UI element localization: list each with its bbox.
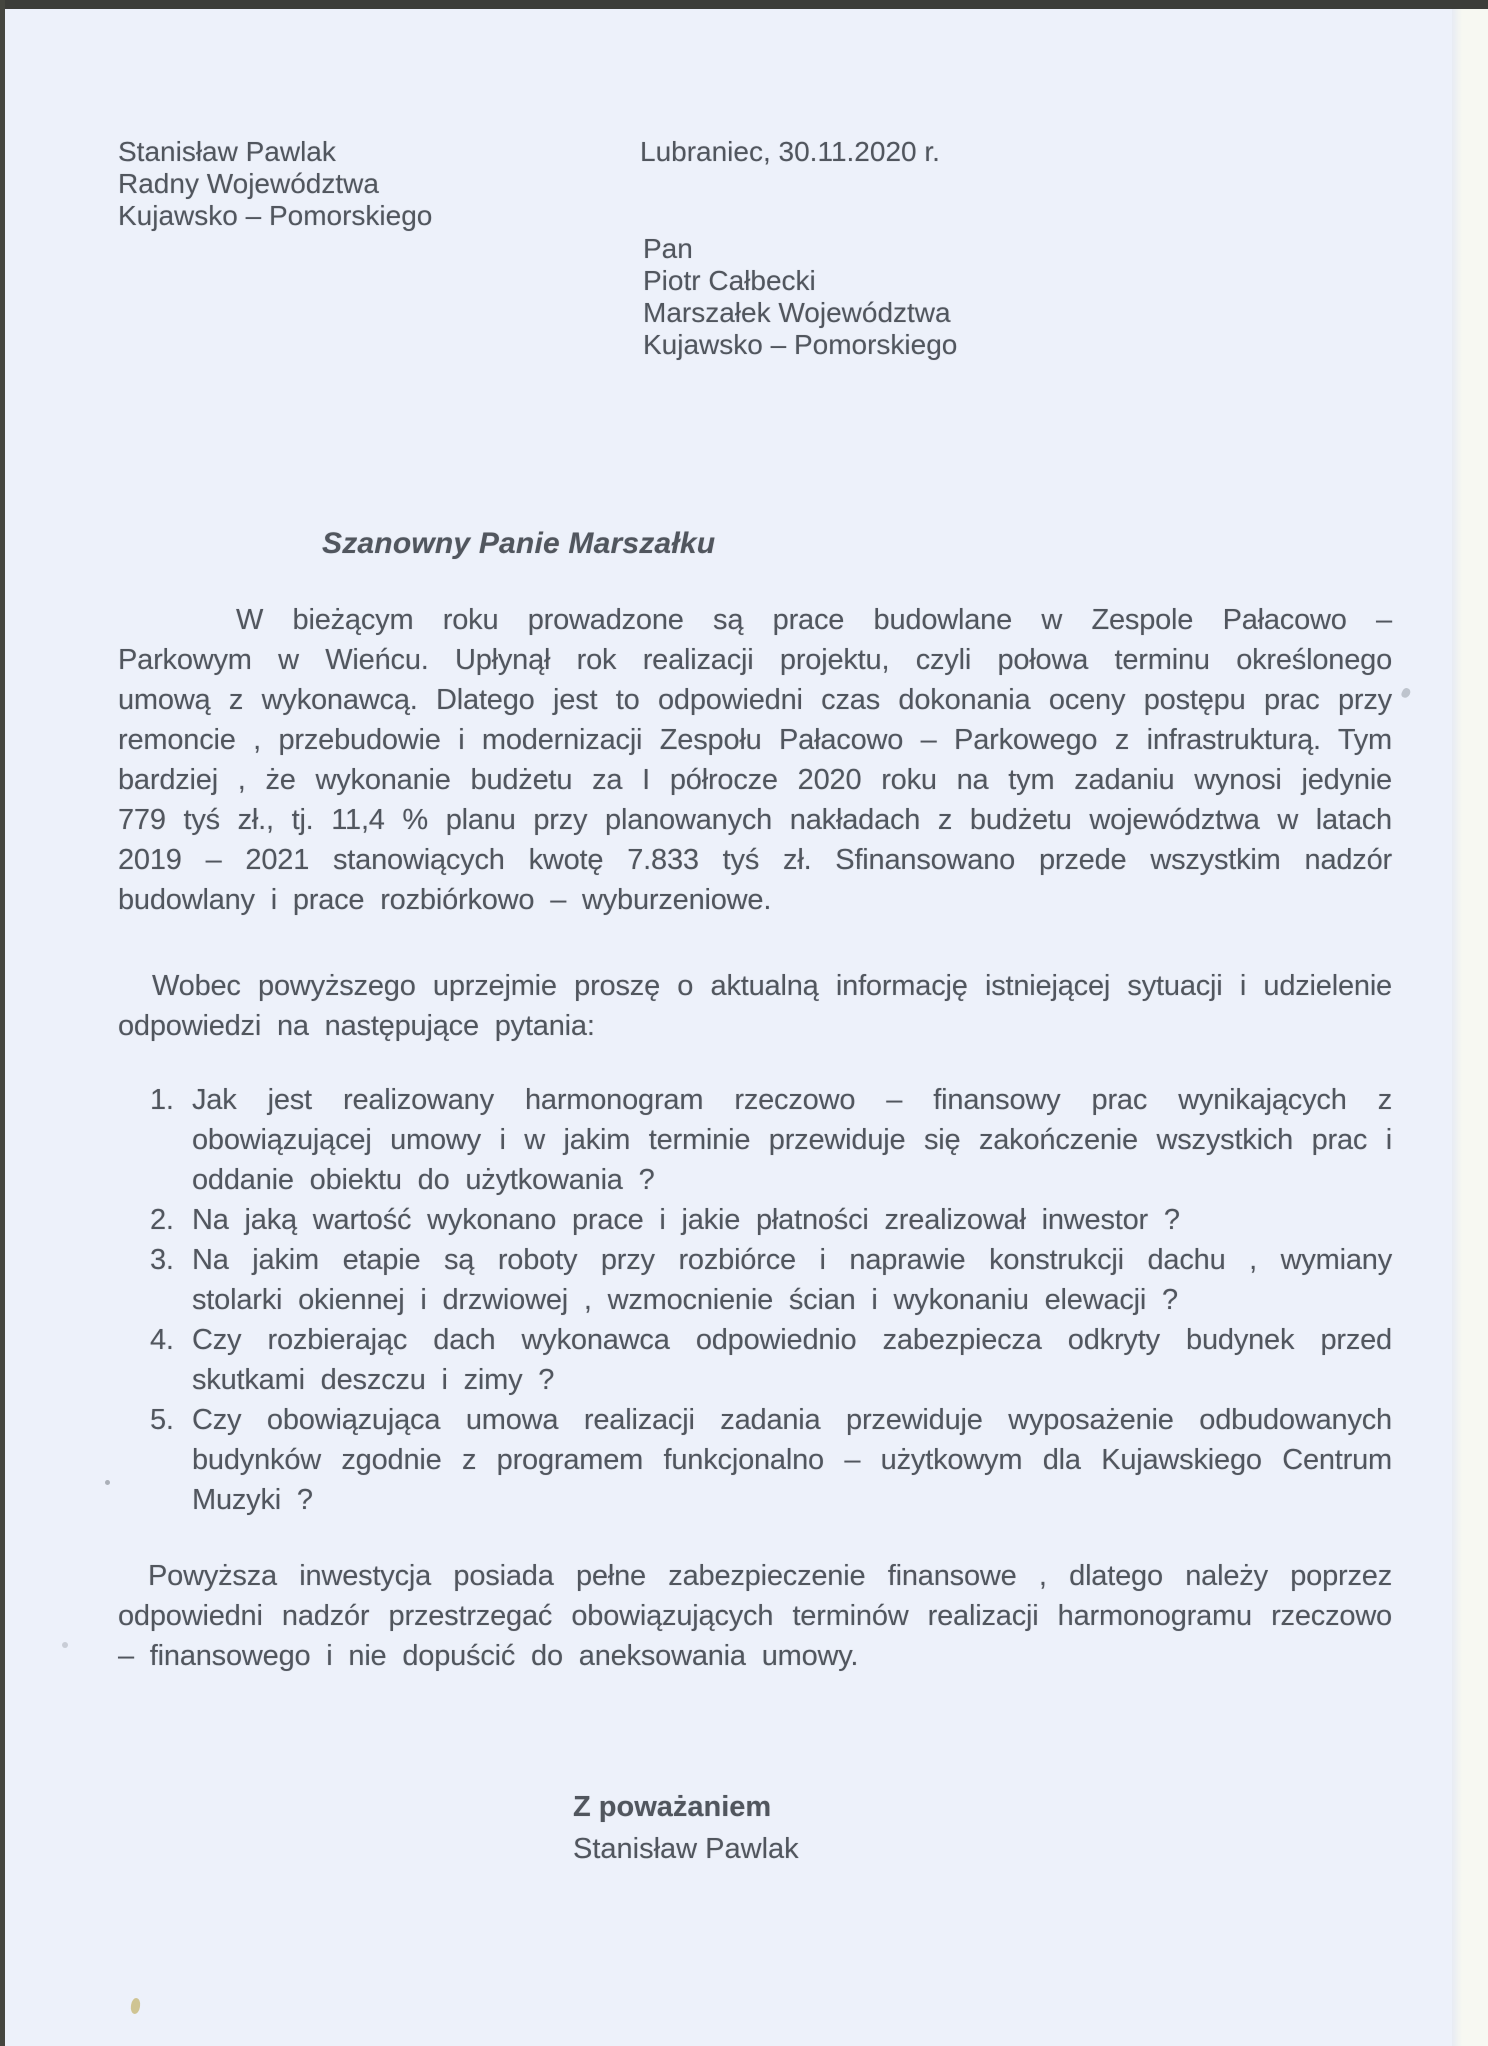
question-number-1: 1. bbox=[150, 1084, 174, 1116]
question-item-4 bbox=[118, 1320, 1392, 1400]
paragraph-investment-status: W bieżącym roku prowadzone są prace budowlane w Zespole Pałacowo – Parkowym w Wieńcu. Upłynął rok realizacji projektu, czyli połowa terminu określonego umową z wykonawcą. Dlatego jest to odpowiedni czas dokonania oceny postępu prac przy remoncie , przebudowie i modernizacji Zespołu Pałacowo – Parkowego z infrastrukturą. Tym bardziej , że wykonanie budżetu za I półrocze 2020 roku na tym zadaniu wynosi jedynie 779 tyś zł., tj. 11,4 % planu przy planowanych nakładach z budżetu województwa w latach 2019 – 2021 stanowiących kwotę 7.833 tyś zł. Sfinansowano przede wszystkim nadzór budowlany i prace rozbiórkowo – wyburzeniowe. bbox=[118, 604, 1392, 916]
question-item-3 bbox=[118, 1240, 1392, 1320]
question-text-4: Czy rozbierając dach wykonawca odpowiednio zabezpiecza odkryty budynek przed skutkami deszczu i zimy ? bbox=[192, 1324, 1392, 1396]
paragraph-closing: Powyższa inwestycja posiada pełne zabezpieczenie finansowe , dlatego należy poprzez odpowiedni nadzór przestrzegać obowiązujących terminów realizacji harmonogramu rzeczowo – finansowego i nie dopuścić do aneksowania umowy. bbox=[118, 1560, 1392, 1672]
scan-edge-right bbox=[1452, 9, 1488, 2046]
question-text-3: Na jakim etapie są roboty przy rozbiórce i naprawie konstrukcji dachu , wymiany stolarki okiennej i drzwiowej , wzmocnienie ścian i wykonaniu elewacji ? bbox=[192, 1244, 1392, 1316]
scan-speck bbox=[1400, 687, 1411, 699]
sender-title: Radny Województwa bbox=[118, 168, 379, 199]
question-number-2: 2. bbox=[150, 1204, 174, 1236]
question-item-1 bbox=[118, 1080, 1392, 1200]
scan-edge-top bbox=[0, 0, 1488, 9]
question-text-2: Na jaką wartość wykonano prace i jakie płatności zrealizował inwestor ? bbox=[192, 1204, 1180, 1236]
signature-name: Stanisław Pawlak bbox=[573, 1833, 799, 1865]
question-number-3: 3. bbox=[150, 1244, 174, 1276]
scan-speck bbox=[105, 1480, 110, 1485]
salutation: Szanowny Panie Marszałku bbox=[322, 527, 716, 560]
letter-body bbox=[118, 600, 1392, 1676]
question-number-5: 5. bbox=[150, 1404, 174, 1436]
recipient-region: Kujawsko – Pomorskiego bbox=[643, 329, 958, 360]
valediction: Z poważaniem bbox=[573, 1791, 772, 1823]
sender-name: Stanisław Pawlak bbox=[118, 136, 336, 167]
recipient-honorific: Pan bbox=[643, 233, 693, 264]
sender-block bbox=[118, 136, 432, 232]
question-number-4: 4. bbox=[150, 1324, 174, 1356]
question-text-5: Czy obowiązująca umowa realizacji zadania przewiduje wyposażenie odbudowanych budynków zgodnie z programem funkcjonalno – użytkowym dla Kujawskiego Centrum Muzyki ? bbox=[192, 1404, 1392, 1516]
scan-edge-left bbox=[0, 0, 5, 2046]
recipient-block bbox=[643, 233, 957, 361]
scan-speck bbox=[62, 1642, 68, 1648]
questions-list bbox=[118, 1080, 1392, 1520]
recipient-name: Piotr Całbecki bbox=[643, 265, 816, 296]
scan-speck bbox=[130, 1997, 141, 2014]
place-and-date: Lubraniec, 30.11.2020 r. bbox=[640, 136, 940, 167]
paragraph-request: Wobec powyższego uprzejmie proszę o aktualną informację istniejącej sytuacji i udzielenie odpowiedzi na następujące pytania: bbox=[118, 970, 1392, 1042]
question-item-2 bbox=[118, 1200, 1392, 1240]
recipient-title: Marszałek Województwa bbox=[643, 297, 951, 328]
question-item-5 bbox=[118, 1400, 1392, 1520]
question-text-1: Jak jest realizowany harmonogram rzeczowo – finansowy prac wynikających z obowiązującej umowy i w jakim terminie przewiduje się zakończenie wszystkich prac i oddanie obiektu do użytkowania ? bbox=[192, 1084, 1392, 1196]
sender-region: Kujawsko – Pomorskiego bbox=[118, 200, 433, 231]
signature-block bbox=[573, 1786, 799, 1870]
